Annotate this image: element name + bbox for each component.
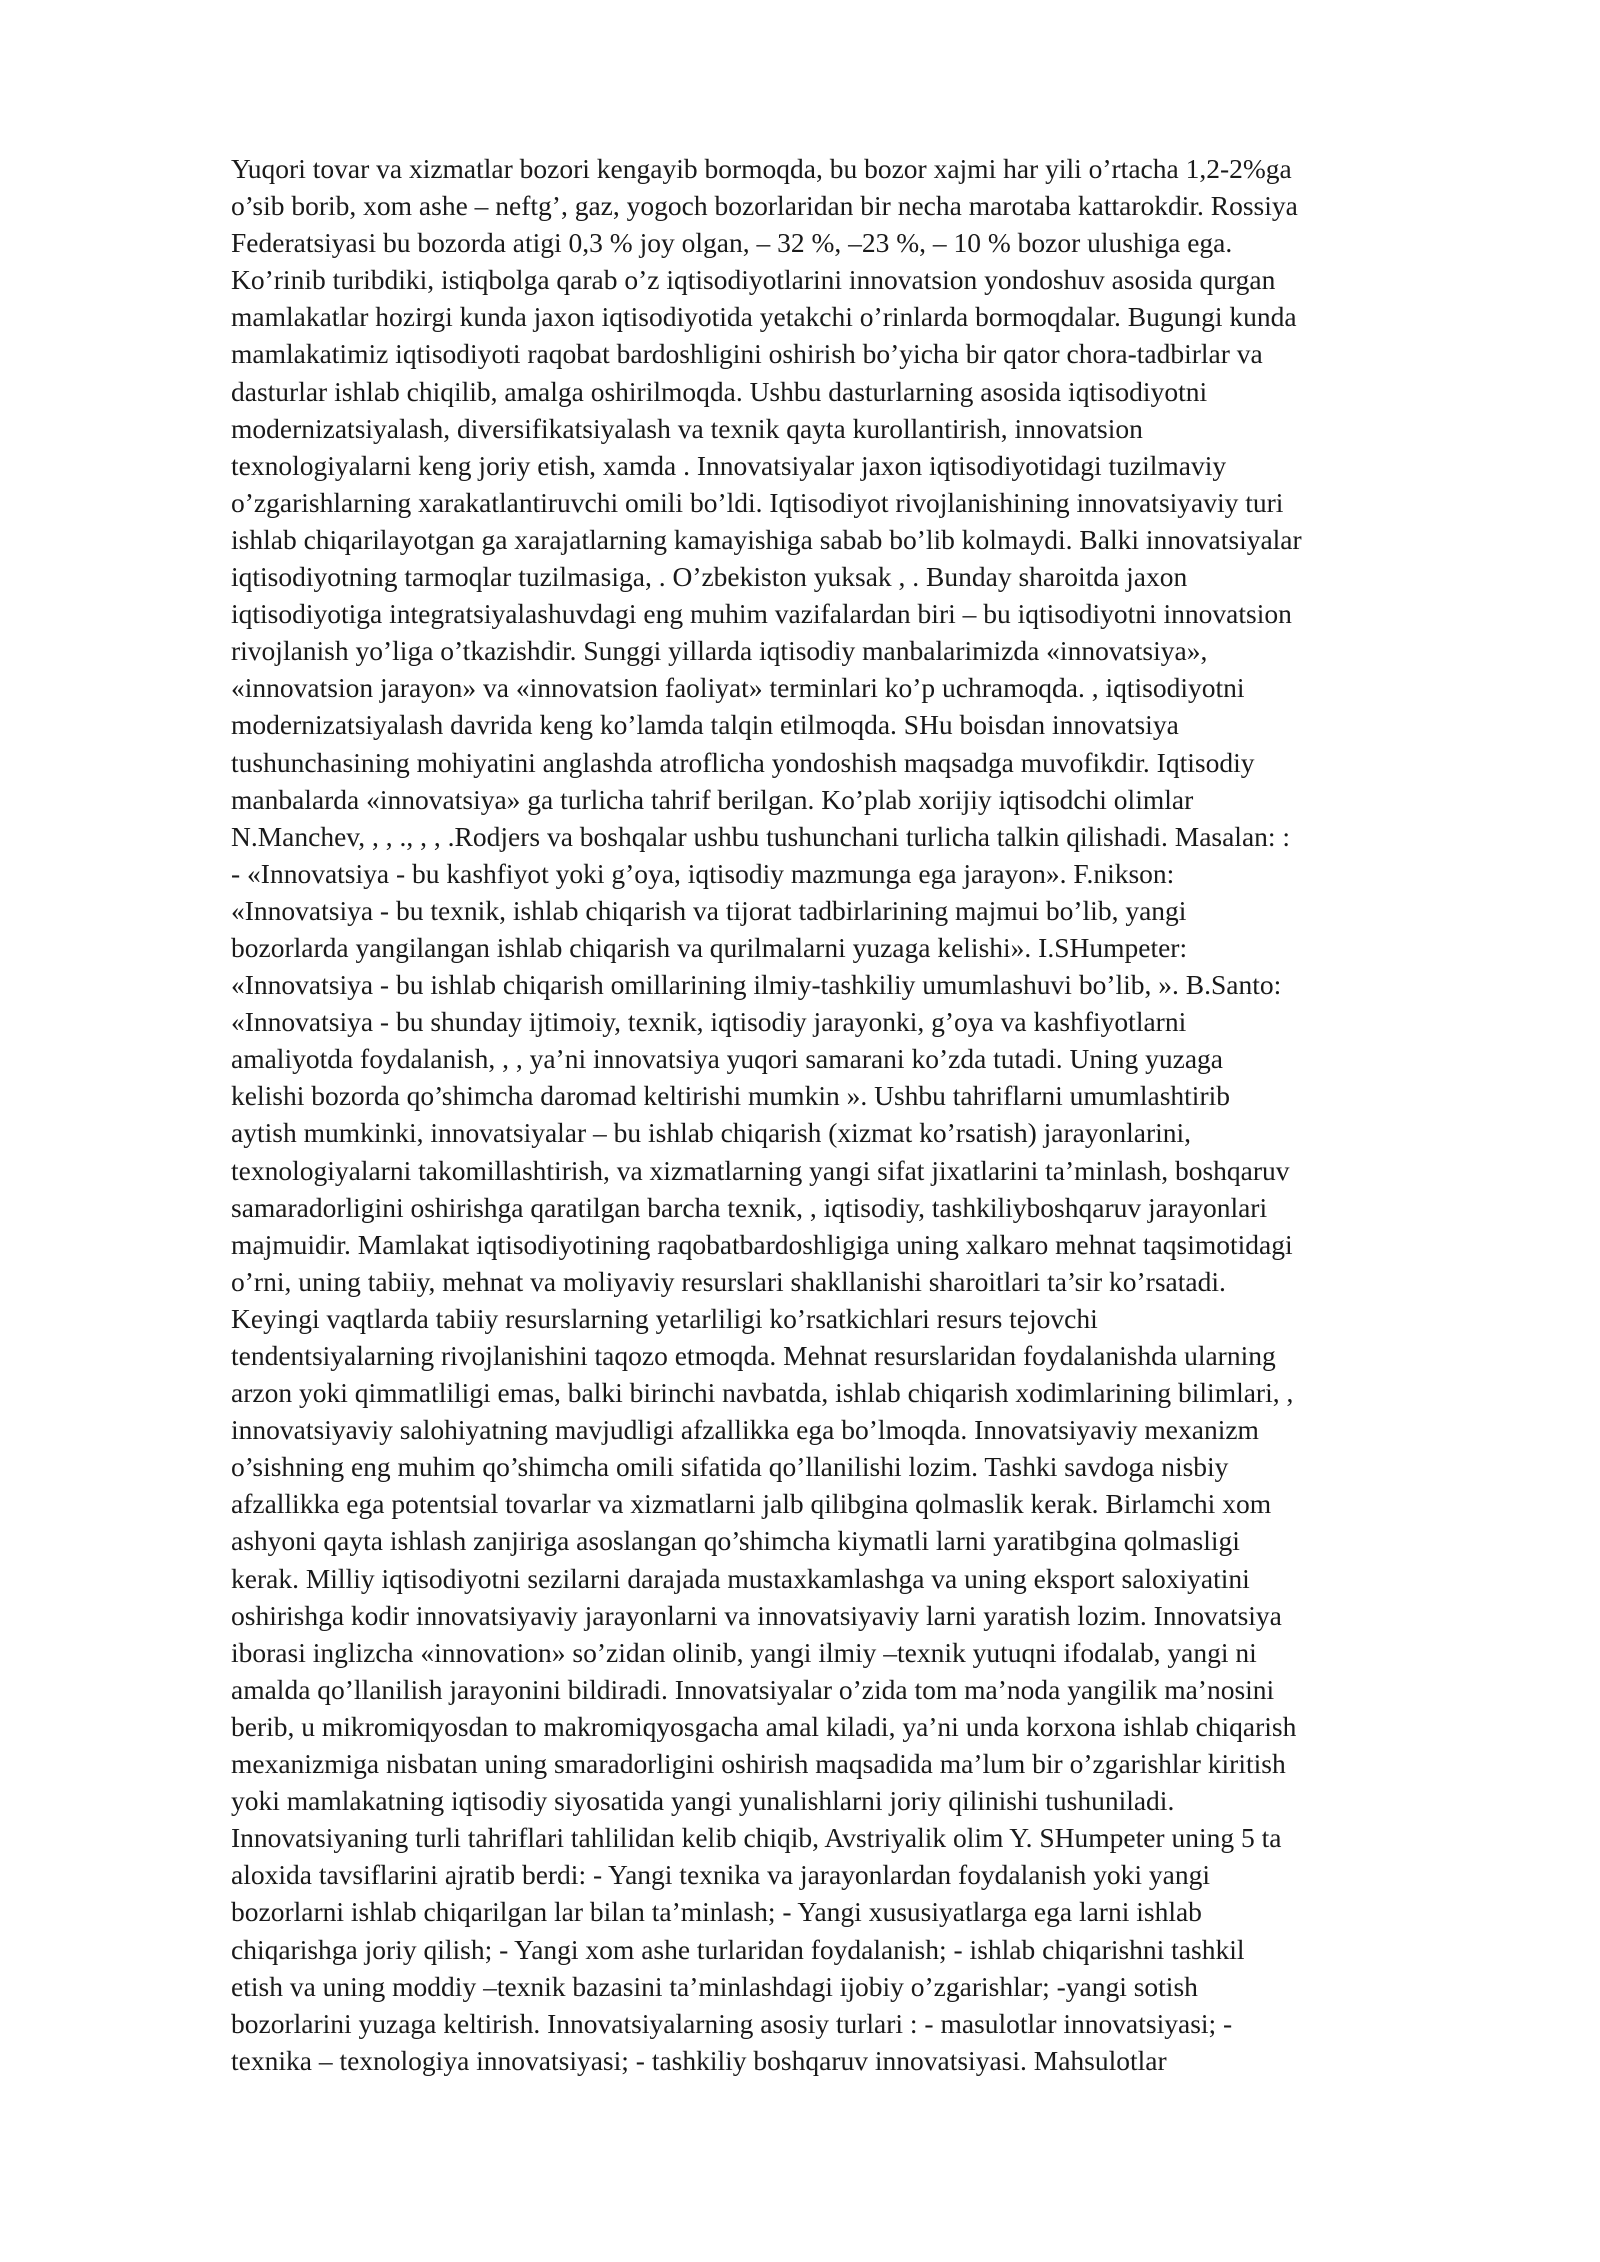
text-line: texnika – texnologiya innovatsiyasi; - tashkiliy boshqaruv innovatsiyasi. Mahsulotlar xyxy=(231,2044,1167,2076)
text-line: mamlakatlar hozirgi kunda jaxon iqtisodiyotida yetakchi o’rinlarda bormoqdalar. Bugungi kunda xyxy=(231,301,1297,333)
text-line: amalda qo’llanilish jarayonini bildiradi. Innovatsiyalar o’zida tom ma’noda yangilik ma’nosini xyxy=(231,1673,1275,1705)
text-line: Ko’rinib turibdiki, istiqbolga qarab o’z iqtisodiyotlarini innovatsion yondoshuv asosida qurgan xyxy=(231,264,1276,296)
text-line: Innovatsiyaning turli tahriflari tahlilidan kelib chiqib, Avstriyalik olim Y. SHumpeter uning 5 ta xyxy=(231,1822,1282,1854)
text-line: arzon yoki qimmatliligi emas, balki birinchi navbatda, ishlab chiqarish xodimlarining bilimlari, , xyxy=(231,1377,1294,1409)
text-line: modernizatsiyalash davrida keng ko’lamda talqin etilmoqda. SHu boisdan innovatsiya xyxy=(231,709,1179,741)
text-line: tendentsiyalarning rivojlanishini taqozo etmoqda. Mehnat resurslaridan foydalanishda ularning xyxy=(231,1340,1276,1371)
text-line: iqtisodiyotiga integratsiyalashuvdagi eng muhim vazifalardan biri – bu iqtisodiyotni innovatsion xyxy=(231,598,1292,630)
text-line: bozorlarni ishlab chiqarilgan lar bilan ta’minlash; - Yangi xususiyatlarga ega larni ishlab xyxy=(231,1896,1202,1928)
text-line: amaliyotda foydalanish, , , ya’ni innovatsiya yuqori samarani ko’zda tutadi. Uning yuzaga xyxy=(231,1043,1224,1075)
text-line: «Innovatsiya - bu texnik, ishlab chiqarish va tijorat tadbirlarining majmui bo’lib, yangi xyxy=(231,894,1187,926)
text-line: rivojlanish yo’liga o’tkazishdir. Sunggi yillarda iqtisodiy manbalarimizda «innovatsiya», xyxy=(231,635,1208,667)
text-line: chiqarishga joriy qilish; - Yangi xom ashe turlaridan foydalanish; - ishlab chiqarishni tashkil xyxy=(231,1933,1245,1965)
text-line: o’zgarishlarning xarakatlantiruvchi omili bo’ldi. Iqtisodiyot rivojlanishining innovatsiyaviy turi xyxy=(231,486,1284,518)
text-line: mamlakatimiz iqtisodiyoti raqobat bardoshligini oshirish bo’yicha bir qator chora-tadbirlar va xyxy=(231,338,1263,370)
text-line: etish va uning moddiy –texnik bazasini ta’minlashdagi ijobiy o’zgarishlar; -yangi sotish xyxy=(231,1970,1198,2002)
text-line: «Innovatsiya - bu ishlab chiqarish omillarining ilmiy-tashkiliy umumlashuvi bo’lib, ». B.Santo: xyxy=(231,969,1282,1001)
text-line: texnologiyalarni takomillashtirish, va xizmatlarning yangi sifat jixatlarini ta’minlash, boshqaruv xyxy=(231,1154,1290,1186)
text-line: ashyoni qayta ishlash zanjiriga asoslangan qo’shimcha kiymatli larni yaratibgina qolmasligi xyxy=(231,1525,1240,1557)
text-line: tushunchasining mohiyatini anglashda atroflicha yondoshish maqsadga muvofikdir. Iqtisodiy xyxy=(231,746,1255,778)
text-line: ishlab chiqarilayotgan ga xarajatlarning kamayishiga sabab bo’lib kolmaydi. Balki innovatsiyalar xyxy=(231,523,1302,555)
text-line: Keyingi vaqtlarda tabiiy resurslarning yetarliligi ko’rsatkichlari resurs tejovchi xyxy=(231,1302,1098,1334)
text-line: texnologiyalarni keng joriy etish, xamda . Innovatsiyalar jaxon iqtisodiyotidagi tuzilmaviy xyxy=(231,449,1227,481)
text-line: mexanizmiga nisbatan uning smaradorligini oshirish maqsadida ma’lum bir o’zgarishlar kiritish xyxy=(231,1748,1286,1780)
text-line: yoki mamlakatning iqtisodiy siyosatida yangi yunalishlarni joriy qilinishi tushuniladi. xyxy=(231,1785,1175,1817)
text-line: o’sishning eng muhim qo’shimcha omili sifatida qo’llanilishi lozim. Tashki savdoga nisbiy xyxy=(231,1451,1229,1483)
body-text xyxy=(231,150,1531,2079)
text-line: iborasi inglizcha «innovation» so’zidan olinib, yangi ilmiy –texnik yutuqni ifodalab, yangi ni xyxy=(231,1636,1257,1668)
text-line: oshirishga kodir innovatsiyaviy jarayonlarni va innovatsiyaviy larni yaratish lozim. Innovatsiya xyxy=(231,1599,1282,1631)
text-line: Yuqori tovar va xizmatlar bozori kengayib bormoqda, bu bozor xajmi har yili o’rtacha 1,2-2%ga xyxy=(231,153,1292,184)
text-line: modernizatsiyalash, diversifikatsiyalash va texnik qayta kurollantirish, innovatsion xyxy=(231,412,1143,444)
text-line: bozorlarini yuzaga keltirish. Innovatsiyalarning asosiy turlari : - masulotlar innovatsiyasi; - xyxy=(231,2007,1233,2039)
text-line: dasturlar ishlab chiqilib, amalga oshirilmoqda. Ushbu dasturlarning asosida iqtisodiyotni xyxy=(231,375,1208,407)
text-line: «Innovatsiya - bu shunday ijtimoiy, texnik, iqtisodiy jarayonki, g’oya va kashfiyotlarni xyxy=(231,1006,1187,1038)
text-line: N.Manchev, , , ., , , .Rodjers va boshqalar ushbu tushunchani turlicha talkin qilishadi. Masalan: : xyxy=(231,820,1291,852)
text-line: aytish mumkinki, innovatsiyalar – bu ishlab chiqarish (xizmat ko’rsatish) jarayonlarini, xyxy=(231,1117,1192,1149)
text-line: afzallikka ega potentsial tovarlar va xizmatlarni jalb qilibgina qolmaslik kerak. Birlamchi xom xyxy=(231,1488,1272,1520)
text-line: Federatsiyasi bu bozorda atigi 0,3 % joy olgan, – 32 %, –23 %, – 10 % bozor ulushiga ega. xyxy=(231,227,1233,259)
text-line: kelishi bozorda qo’shimcha daromad keltirishi mumkin ». Ushbu tahriflarni umumlashtirib xyxy=(231,1080,1230,1112)
text-line: majmuidir. Mamlakat iqtisodiyotining raqobatbardoshligiga uning xalkaro mehnat taqsimotidagi xyxy=(231,1228,1293,1260)
text-line: o’rni, uning tabiiy, mehnat va moliyaviy resurslari shakllanishi sharoitlari ta’sir ko’rsatadi. xyxy=(231,1265,1226,1297)
text-line: - «Innovatsiya - bu kashfiyot yoki g’oya, iqtisodiy mazmunga ega jarayon». F.nikson: xyxy=(231,857,1175,889)
text-line: aloxida tavsiflarini ajratib berdi: - Yangi texnika va jarayonlardan foydalanish yoki yangi xyxy=(231,1859,1211,1891)
text-line: iqtisodiyotning tarmoqlar tuzilmasiga, . O’zbekiston yuksak , . Bunday sharoitda jaxon xyxy=(231,561,1188,593)
text-line: bozorlarda yangilangan ishlab chiqarish va qurilmalarni yuzaga kelishi». I.SHumpeter: xyxy=(231,931,1188,963)
text-line: berib, u mikromiqyosdan to makromiqyosgacha amal kiladi, ya’ni unda korxona ishlab chiqarish xyxy=(231,1710,1297,1742)
text-line: samaradorligini oshirishga qaratilgan barcha texnik, , iqtisodiy, tashkiliyboshqaruv jarayonlari xyxy=(231,1191,1268,1223)
text-line: manbalarda «innovatsiya» ga turlicha tahrif berilgan. Ko’plab xorijiy iqtisodchi olimlar xyxy=(231,783,1194,815)
text-line: o’sib borib, xom ashe – neftg’, gaz, yogoch bozorlaridan bir necha marotaba kattarokdir. Rossiya xyxy=(231,190,1298,222)
text-line: kerak. Milliy iqtisodiyotni sezilarni darajada mustaxkamlashga va uning eksport saloxiyatini xyxy=(231,1562,1250,1594)
text-line: «innovatsion jarayon» va «innovatsion faoliyat» terminlari ko’p uchramoqda. , iqtisodiyotni xyxy=(231,672,1245,704)
text-line: innovatsiyaviy salohiyatning mavjudligi afzallikka ega bo’lmoqda. Innovatsiyaviy mexanizm xyxy=(231,1414,1259,1446)
